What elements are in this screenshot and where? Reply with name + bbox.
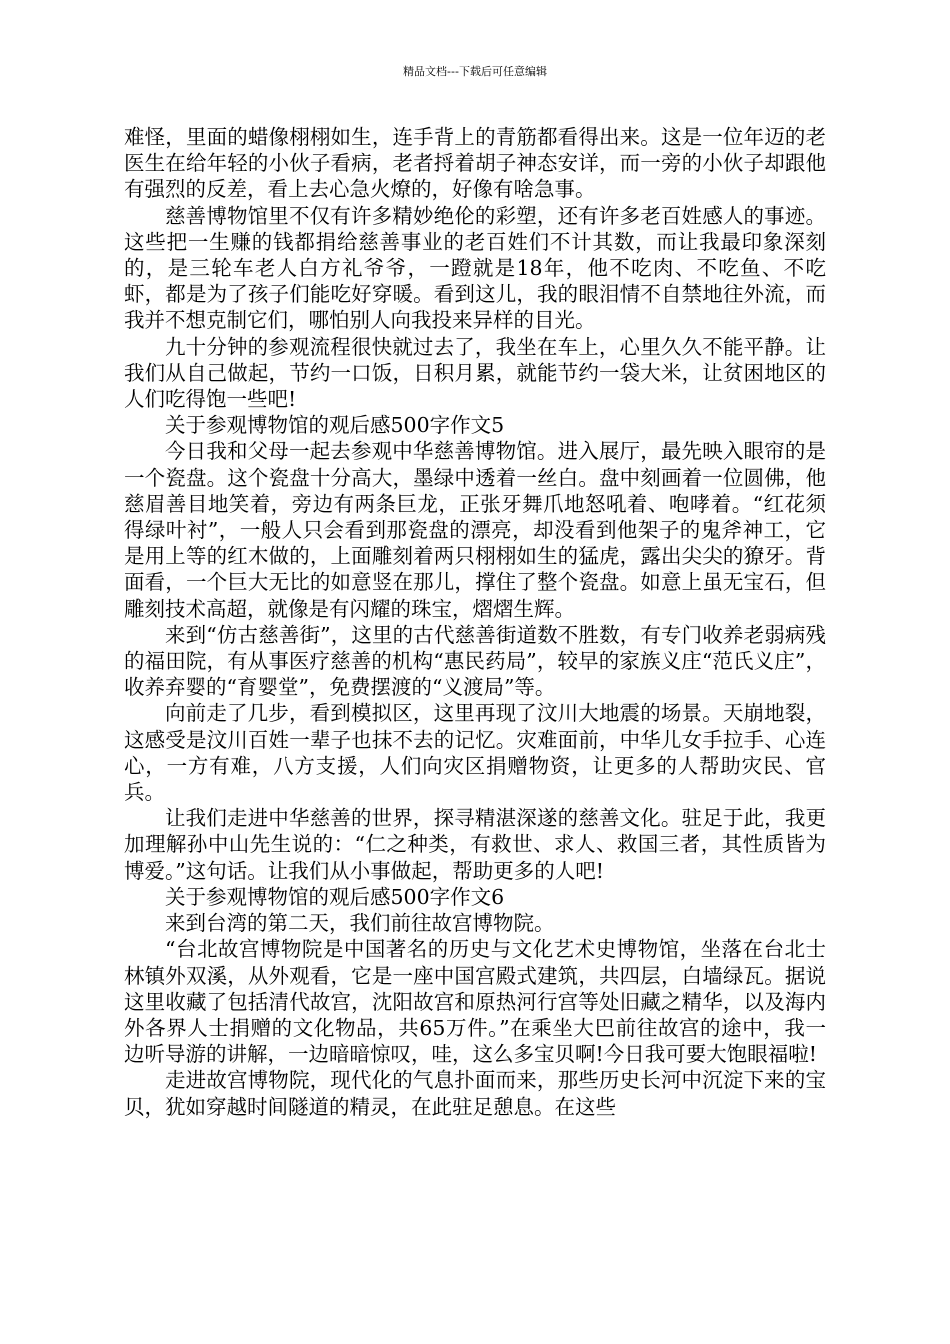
body-text (124, 124, 826, 1120)
paragraph: 难怪，里面的蜡像栩栩如生，连手背上的青筋都看得出来。这是一位年迈的老医生在给年轻的小伙子看病，老者捋着胡子神态安详，而一旁的小伙子却跟他有强烈的反差，看上去心急火燎的，好像有啥急事。 (124, 125, 826, 202)
paragraph: 今日我和父母一起去参观中华慈善博物馆。进入展厅，最先映入眼帘的是一个瓷盘。这个瓷盘十分高大，墨绿中透着一丝白。盘中刻画着一位圆佛，他慈眉善目地笑着，旁边有两条巨龙，正张牙舞爪地怒吼着、咆哮着。“红花须得绿叶衬”，一般人只会看到那瓷盘的漂亮，却没看到他架子的鬼斧神工，它是用上等的红木做的，上面雕刻着两只栩栩如生的猛虎，露出尖尖的獠牙。背面看，一个巨大无比的如意竖在那儿，撑住了整个瓷盘。如意上虽无宝石，但雕刻技术高超，就像是有闪耀的珠宝，熠熠生辉。 (124, 439, 826, 621)
paragraph: “台北故宫博物院是中国著名的历史与文化艺术史博物馆，坐落在台北士林镇外双溪，从外观看，它是一座中国宫殿式建筑，共四层，白墙绿瓦。据说这里收藏了包括清代故宫，沈阳故宫和原热河行宫等处旧藏之精华，以及海内外各界人士捐赠的文化物品，共65万件。”在乘坐大巴前往故宫的途中，我一边听导游的讲解，一边暗暗惊叹，哇，这么多宝贝啊!今日我可要大饱眼福啦! (124, 937, 826, 1067)
paragraph: 九十分钟的参观流程很快就过去了，我坐在车上，心里久久不能平静。让我们从自己做起，节约一口饭，日积月累，就能节约一袋大米，让贫困地区的人们吃得饱一些吧! (124, 334, 826, 412)
paragraph: 来到“仿古慈善街”，这里的古代慈善街道数不胜数，有专门收养老弱病残的福田院，有从事医疗慈善的机构“惠民药局”，较早的家族义庄“范氏义庄”，收养弃婴的“育婴堂”，免费摆渡的“义渡局”等。 (124, 622, 826, 700)
page-header: 精品文档---下载后可任意编辑 (403, 65, 547, 78)
paragraph: 让我们走进中华慈善的世界，探寻精湛深遂的慈善文化。驻足于此，我更加理解孙中山先生说的：“仁之种类，有救世、求人、救国三者，其性质皆为博爱。”这句话。让我们从小事做起，帮助更多的人吧! (124, 806, 826, 883)
section-heading: 关于参观博物馆的观后感500字作文5 (165, 413, 505, 438)
paragraph: 来到台湾的第二天，我们前往故宫博物院。 (165, 911, 555, 936)
section-heading: 关于参观博物馆的观后感500字作文6 (165, 884, 505, 909)
paragraph: 慈善博物馆里不仅有许多精妙绝伦的彩塑，还有许多老百姓感人的事迹。这些把一生赚的钱都捐给慈善事业的老百姓们不计其数，而让我最印象深刻的，是三轮车老人白方礼爷爷，一蹬就是18年，他不吃肉、不吃鱼、不吃虾，都是为了孩子们能吃好穿暖。看到这儿，我的眼泪情不自禁地往外流，而我并不想克制它们，哪怕别人向我投来异样的目光。 (124, 203, 826, 333)
paragraph: 向前走了几步，看到模拟区，这里再现了汶川大地震的场景。天崩地裂，这感受是汶川百姓一辈子也抹不去的记忆。灾难面前，中华儿女手拉手、心连心，一方有难，八方支援，人们向灾区捐赠物资，让更多的人帮助灾民、官兵。 (124, 701, 826, 805)
paragraph: 走进故宫博物院，现代化的气息扑面而来，那些历史长河中沉淀下来的宝贝，犹如穿越时间隧道的精灵，在此驻足憩息。在这些 (124, 1068, 826, 1119)
